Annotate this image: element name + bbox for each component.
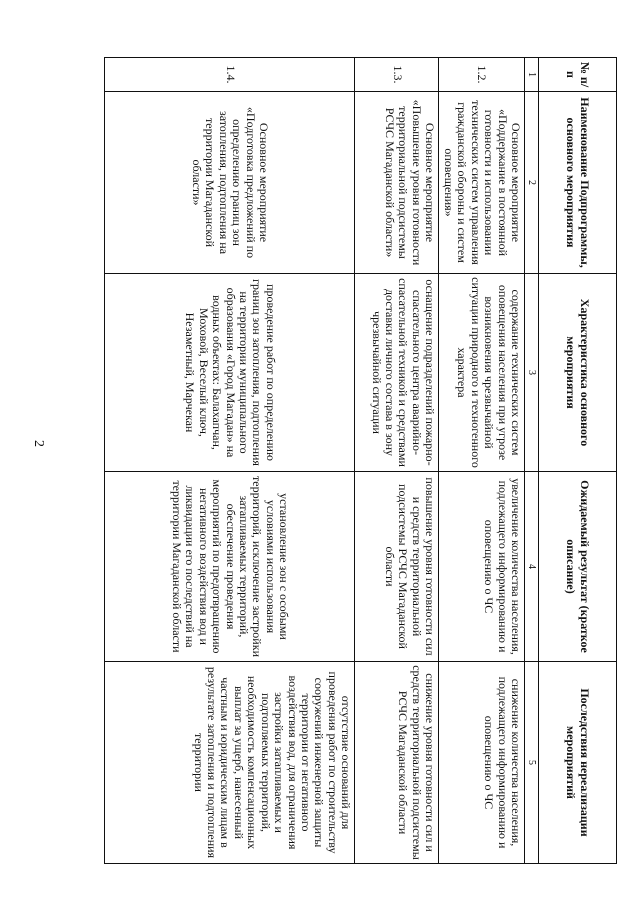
- measures-table: [104, 57, 617, 864]
- table-header-row: [539, 58, 617, 864]
- column-index: 5: [525, 662, 539, 864]
- table-row: [439, 58, 525, 864]
- header-characteristic: Характеристика основного мероприятия: [539, 274, 617, 472]
- row-result: повышение уровня готовности сил и средств территориальной подсистемы РСЧС Магаданской области: [355, 472, 439, 662]
- column-index: 2: [525, 92, 539, 274]
- row-result: увеличение количества населения, подлежащего информированию и оповещению о ЧС: [439, 472, 525, 662]
- column-index-row: [525, 58, 539, 864]
- row-result: установление зон с особыми условиями использования территорий, исключение застройки затапливаемых территорий, обеспечение проведения мероприятий по предотвращению негативного воздействия вод и ликвидации его последствий на территории Магаданской области: [105, 472, 355, 662]
- column-index: 4: [525, 472, 539, 662]
- row-name: Основное мероприятие «Поддержание в постоянной готовности и использовании технических систем управления гражданской обороны и систем оповещения»: [439, 92, 525, 274]
- row-characteristic: оснащение подразделений пожарно-спасательного центра аварийно-спасательной техникой и средствами доставки личного состава в зону чрезвычайной ситуации: [355, 274, 439, 472]
- page-number: 2: [31, 440, 46, 447]
- row-characteristic: содержание технических систем оповещения населения при угрозе возникновения чрезвычайной ситуации природного и техногенного характера: [439, 274, 525, 472]
- header-num: № п/п: [539, 58, 617, 92]
- table-row: [105, 58, 355, 864]
- row-consequence: отсутствие оснований для проведения работ по строительству сооружений инженерной защиты территории от негативного воздействия вод, для ограничения застройки затапливаемых и подтопляемых территорий, необходимость компенсационных выплат за ущерб, нанесенный частным и юридическим лицам в результате затопления и подтопления территории: [105, 662, 355, 864]
- rotated-table-sheet: [107, 57, 617, 863]
- header-consequence: Последствия нереализации мероприятий: [539, 662, 617, 864]
- row-number: 1.2.: [439, 58, 525, 92]
- row-name: Основное мероприятие «Подготовка предложений по определению границ зон затопления, подтопления на территории Магаданской области»: [105, 92, 355, 274]
- row-number: 1.3.: [355, 58, 439, 92]
- column-index: 3: [525, 274, 539, 472]
- row-characteristic: проведение работ по определению границ зон затопления, подтопления на территории муниципального образования «Город Магадан» на водных объектах: Балахапчан, Моховой, Веселый ключ, Незаметный, Марчекан: [105, 274, 355, 472]
- column-index: 1: [525, 58, 539, 92]
- header-name: Наименование Подпрограммы, основного мероприятия: [539, 92, 617, 274]
- row-number: 1.4.: [105, 58, 355, 92]
- table-row: [355, 58, 439, 864]
- row-consequence: снижение уровня готовности сил и средств территориальной подсистемы РСЧС Магаданской области: [355, 662, 439, 864]
- header-result: Ожидаемый результат (краткое описание): [539, 472, 617, 662]
- row-consequence: снижение количества населения, подлежащего информированию и оповещению о ЧС: [439, 662, 525, 864]
- row-name: Основное мероприятие «Повышение уровня готовности территориальной подсистемы РСЧС Магаданской области»: [355, 92, 439, 274]
